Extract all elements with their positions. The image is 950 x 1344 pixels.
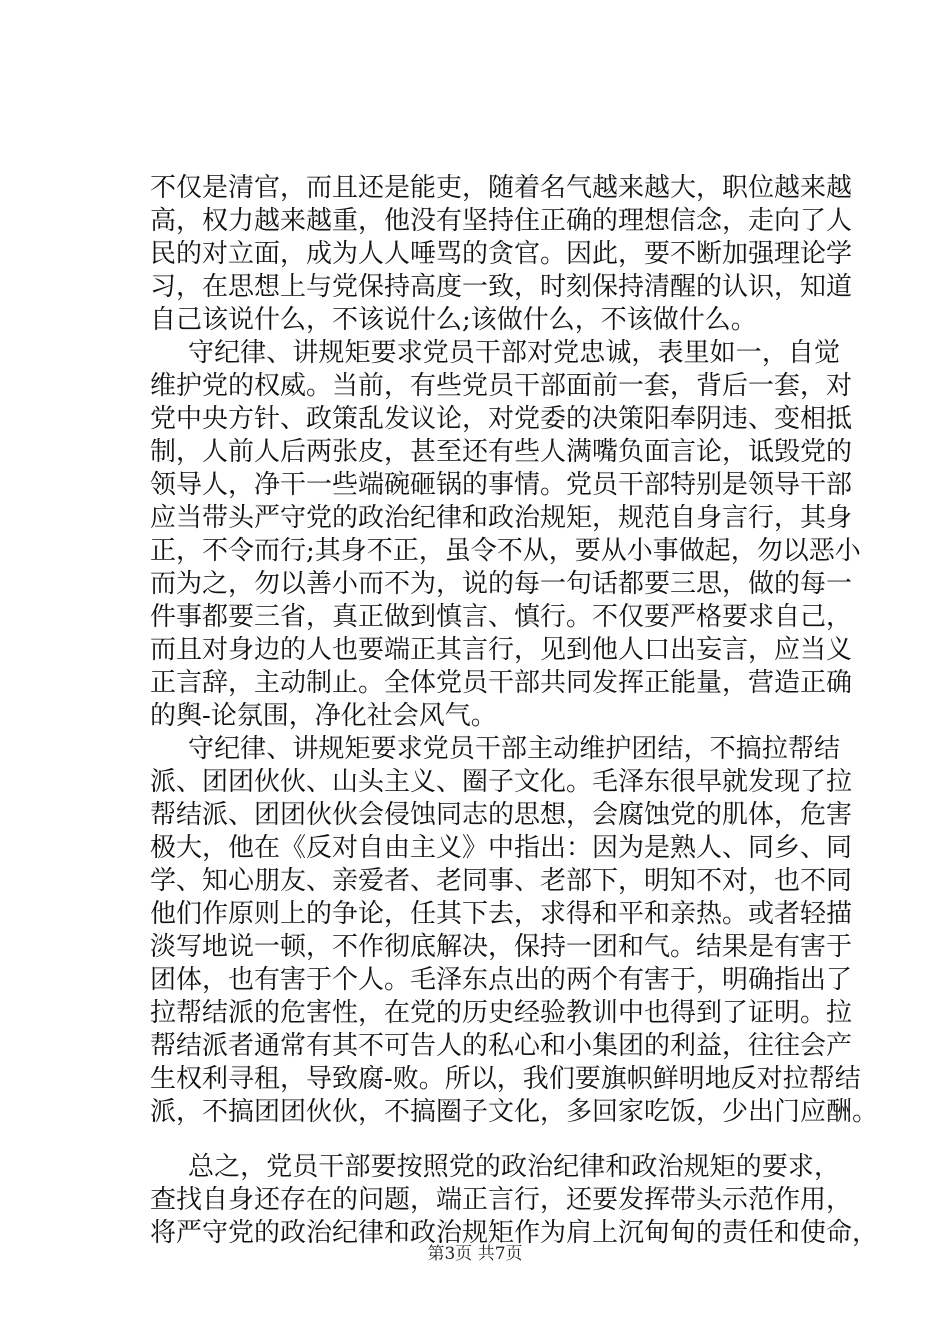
text-line: 将严守党的政治纪律和政治规矩作为肩上沉甸甸的责任和使命，	[150, 1218, 879, 1248]
text-line: 团体，也有害于个人。毛泽东点出的两个有害于，明确指出了	[150, 965, 853, 995]
text-line: 维护党的权威。当前，有些党员干部面前一套，背后一套，对	[150, 371, 853, 401]
text-line: 民的对立面，成为人人唾骂的贪官。因此，要不断加强理论学	[150, 239, 853, 269]
text-line: 淡写地说一顿，不作彻底解决，保持一团和气。结果是有害于	[150, 932, 853, 962]
text-line: 应当带头严守党的政治纪律和政治规矩，规范自身言行，其身	[150, 503, 853, 533]
text-line: 生权利寻租，导致腐-败。所以，我们要旗帜鲜明地反对拉帮结	[150, 1064, 861, 1094]
document-body	[150, 172, 879, 1250]
text-line: 拉帮结派的危害性，在党的历史经验教训中也得到了证明。拉	[150, 998, 853, 1028]
page-footer: 第3页 共7页	[427, 1244, 523, 1264]
text-line: 守纪律、讲规矩要求党员干部主动维护团结，不搞拉帮结	[188, 734, 840, 764]
text-line: 帮结派、团团伙伙会侵蚀同志的思想，会腐蚀党的肌体，危害	[150, 800, 853, 830]
paragraph-loyalty	[150, 337, 861, 733]
text-line: 他们作原则上的争论，任其下去，求得和平和亲热。或者轻描	[150, 899, 853, 929]
text-line: 而且对身边的人也要端正其言行，见到他人口出妄言，应当义	[150, 635, 853, 665]
text-line: 件事都要三省，真正做到慎言、慎行。不仅要严格要求自己，	[150, 602, 853, 632]
text-line: 习，在思想上与党保持高度一致，时刻保持清醒的认识，知道	[150, 272, 853, 302]
text-line: 自己该说什么，不该说什么;该做什么，不该做什么。	[150, 305, 757, 335]
text-line: 制，人前人后两张皮，甚至还有些人满嘴负面言论，诋毁党的	[150, 437, 853, 467]
text-line: 派、团团伙伙、山头主义、圈子文化。毛泽东很早就发现了拉	[150, 767, 853, 797]
paragraph-conclusion	[150, 1151, 879, 1250]
text-line: 守纪律、讲规矩要求党员干部对党忠诚，表里如一，自觉	[188, 338, 840, 368]
text-line: 而为之，勿以善小而不为，说的每一句话都要三思，做的每一	[150, 569, 853, 599]
text-line: 帮结派者通常有其不可告人的私心和小集团的利益，往往会产	[150, 1031, 853, 1061]
text-line: 学、知心朋友、亲爱者、老同事、老部下，明知不对，也不同	[150, 866, 853, 896]
text-line: 正，不令而行;其身不正，虽令不从，要从小事做起，勿以恶小	[150, 536, 861, 566]
text-line: 不仅是清官，而且还是能吏，随着名气越来越大，职位越来越	[150, 173, 853, 203]
text-line: 高，权力越来越重，他没有坚持住正确的理想信念，走向了人	[150, 206, 853, 236]
text-line: 领导人，净干一些端碗砸锅的事情。党员干部特别是领导干部	[150, 470, 853, 500]
paragraph-unity	[150, 733, 879, 1129]
paragraph-spacer	[150, 1129, 840, 1151]
text-line: 极大，他在《反对自由主义》中指出：因为是熟人、同乡、同	[150, 833, 853, 863]
text-line: 查找自身还存在的问题，端正言行，还要发挥带头示范作用，	[150, 1185, 853, 1215]
text-line: 党中央方针、政策乱发议论，对党委的决策阳奉阴违、变相抵	[150, 404, 853, 434]
text-line: 正言辞，主动制止。全体党员干部共同发挥正能量，营造正确	[150, 668, 853, 698]
text-line: 总之，党员干部要按照党的政治纪律和政治规矩的要求，	[188, 1152, 840, 1182]
text-line: 的舆-论氛围，净化社会风气。	[150, 701, 497, 731]
paragraph-continued	[150, 172, 853, 337]
text-line: 派，不搞团团伙伙，不搞圈子文化，多回家吃饭，少出门应酬。	[150, 1097, 879, 1127]
